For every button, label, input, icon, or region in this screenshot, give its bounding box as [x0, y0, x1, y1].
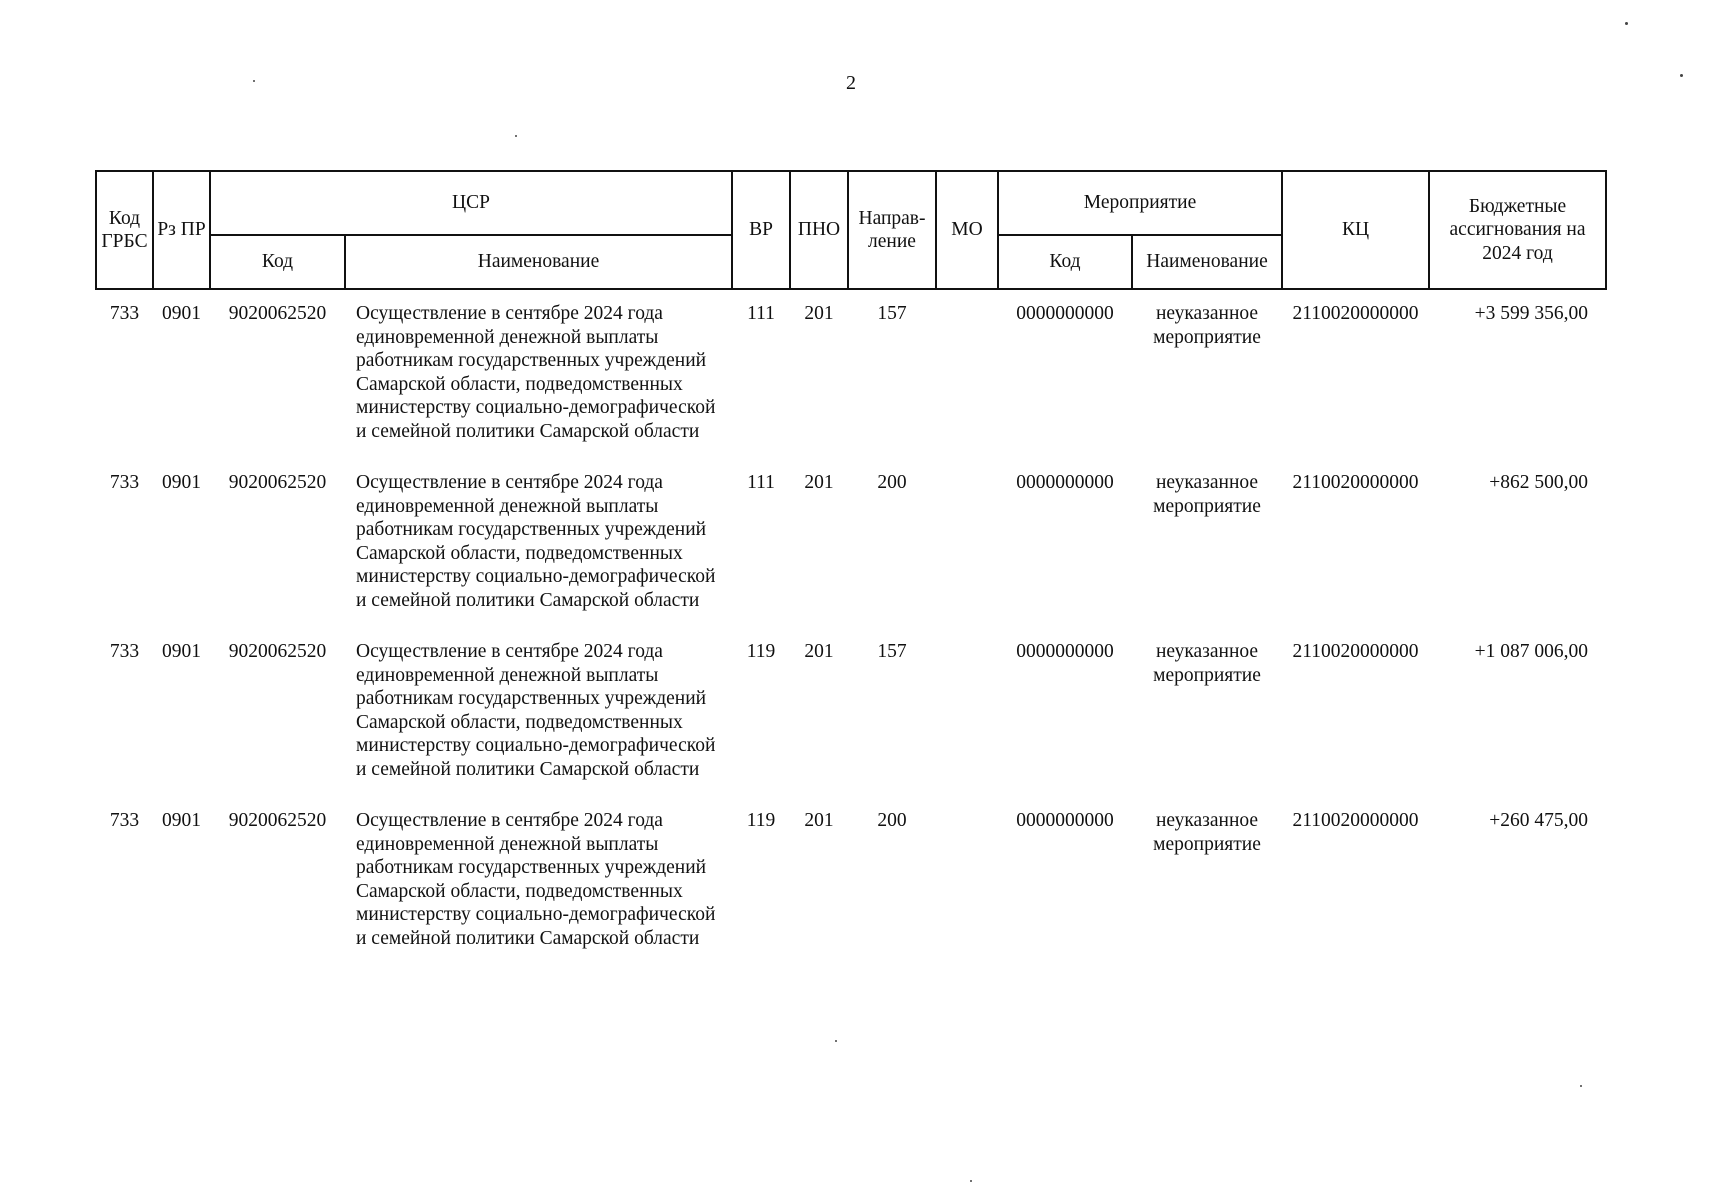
cell-mo [936, 289, 998, 459]
cell-amount: +3 599 356,00 [1474, 303, 1589, 324]
cell-amount: +1 087 006,00 [1474, 641, 1589, 662]
scan-speck [1625, 22, 1628, 25]
cell-mo [936, 797, 998, 966]
header-kc: КЦ [1282, 171, 1429, 289]
cell-napr: 157 [877, 303, 907, 324]
cell-csr-name: Осуществление в сентябре 2024 года единовременной денежной выплаты работникам государственных учреждений Самарской области, подведомственных министерству социально-демографической и семейной политики Самарской области [356, 641, 716, 780]
cell-mer-name: неуказанное мероприятие [1153, 641, 1261, 686]
cell-csr-kod: 9020062520 [228, 472, 327, 493]
cell-csr-kod: 9020062520 [228, 641, 327, 662]
cell-csr-name: Осуществление в сентябре 2024 года единовременной денежной выплаты работникам государственных учреждений Самарской области, подведомственных министерству социально-демографической и семейной политики Самарской области [356, 303, 716, 442]
scan-speck [1680, 74, 1683, 77]
cell-napr: 200 [877, 810, 907, 831]
cell-napr: 157 [877, 641, 907, 662]
cell-amount: +862 500,00 [1489, 472, 1589, 493]
header-vr: ВР [732, 171, 790, 289]
scan-speck [253, 80, 255, 82]
header-csr-kod: Код [210, 235, 345, 289]
header-budget: Бюджетные ассигнования на 2024 год [1429, 171, 1606, 289]
header-mer-name: Наименование [1132, 235, 1282, 289]
cell-mer-name: неуказанное мероприятие [1153, 472, 1261, 517]
table-row [96, 289, 1606, 459]
scan-speck [970, 1180, 972, 1182]
cell-kc: 2110020000000 [1292, 810, 1419, 831]
scan-speck [515, 135, 517, 137]
cell-kc: 2110020000000 [1292, 472, 1419, 493]
cell-vr: 111 [747, 472, 775, 493]
scan-speck [1580, 1085, 1582, 1087]
cell-rzpr: 0901 [162, 472, 201, 493]
cell-vr: 119 [746, 641, 776, 662]
cell-grbs: 733 [109, 472, 140, 493]
cell-rzpr: 0901 [162, 810, 201, 831]
budget-table [95, 170, 1607, 966]
cell-mer-name: неуказанное мероприятие [1153, 810, 1261, 855]
cell-kc: 2110020000000 [1292, 303, 1419, 324]
header-mo: МО [936, 171, 998, 289]
header-csr: ЦСР [210, 171, 732, 235]
cell-vr: 119 [746, 810, 776, 831]
cell-mer-kod: 0000000000 [1016, 303, 1114, 324]
cell-pno: 201 [804, 472, 834, 493]
cell-csr-name: Осуществление в сентябре 2024 года единовременной денежной выплаты работникам государственных учреждений Самарской области, подведомственных министерству социально-демографической и семейной политики Самарской области [356, 472, 716, 611]
cell-mo [936, 628, 998, 797]
table-row [96, 797, 1606, 966]
scan-speck [835, 1040, 837, 1042]
page-number: 2 [846, 72, 856, 94]
table-header [96, 171, 1606, 289]
header-mer-kod: Код [998, 235, 1132, 289]
header-kod-grbs: Код ГРБС [96, 171, 153, 289]
cell-csr-kod: 9020062520 [228, 810, 327, 831]
header-rz-pr: Рз ПР [153, 171, 210, 289]
cell-napr: 200 [877, 472, 907, 493]
header-pno: ПНО [790, 171, 848, 289]
cell-csr-kod: 9020062520 [228, 303, 327, 324]
cell-pno: 201 [804, 641, 834, 662]
table-body [96, 289, 1606, 966]
header-napravlenie: Направ-ление [848, 171, 936, 289]
cell-mer-kod: 0000000000 [1016, 810, 1114, 831]
cell-grbs: 733 [109, 303, 140, 324]
header-meropriyatie: Мероприятие [998, 171, 1282, 235]
cell-csr-name: Осуществление в сентябре 2024 года единовременной денежной выплаты работникам государственных учреждений Самарской области, подведомственных министерству социально-демографической и семейной политики Самарской области [356, 810, 716, 949]
cell-grbs: 733 [109, 641, 140, 662]
header-csr-name: Наименование [345, 235, 732, 289]
cell-mer-name: неуказанное мероприятие [1153, 303, 1261, 348]
cell-rzpr: 0901 [162, 303, 201, 324]
cell-mer-kod: 0000000000 [1016, 641, 1114, 662]
table-row [96, 459, 1606, 628]
cell-vr: 111 [747, 303, 775, 324]
cell-amount: +260 475,00 [1489, 810, 1589, 831]
cell-grbs: 733 [109, 810, 140, 831]
cell-pno: 201 [804, 303, 834, 324]
cell-mo [936, 459, 998, 628]
cell-rzpr: 0901 [162, 641, 201, 662]
table-row [96, 628, 1606, 797]
cell-pno: 201 [804, 810, 834, 831]
cell-kc: 2110020000000 [1292, 641, 1419, 662]
cell-mer-kod: 0000000000 [1016, 472, 1114, 493]
